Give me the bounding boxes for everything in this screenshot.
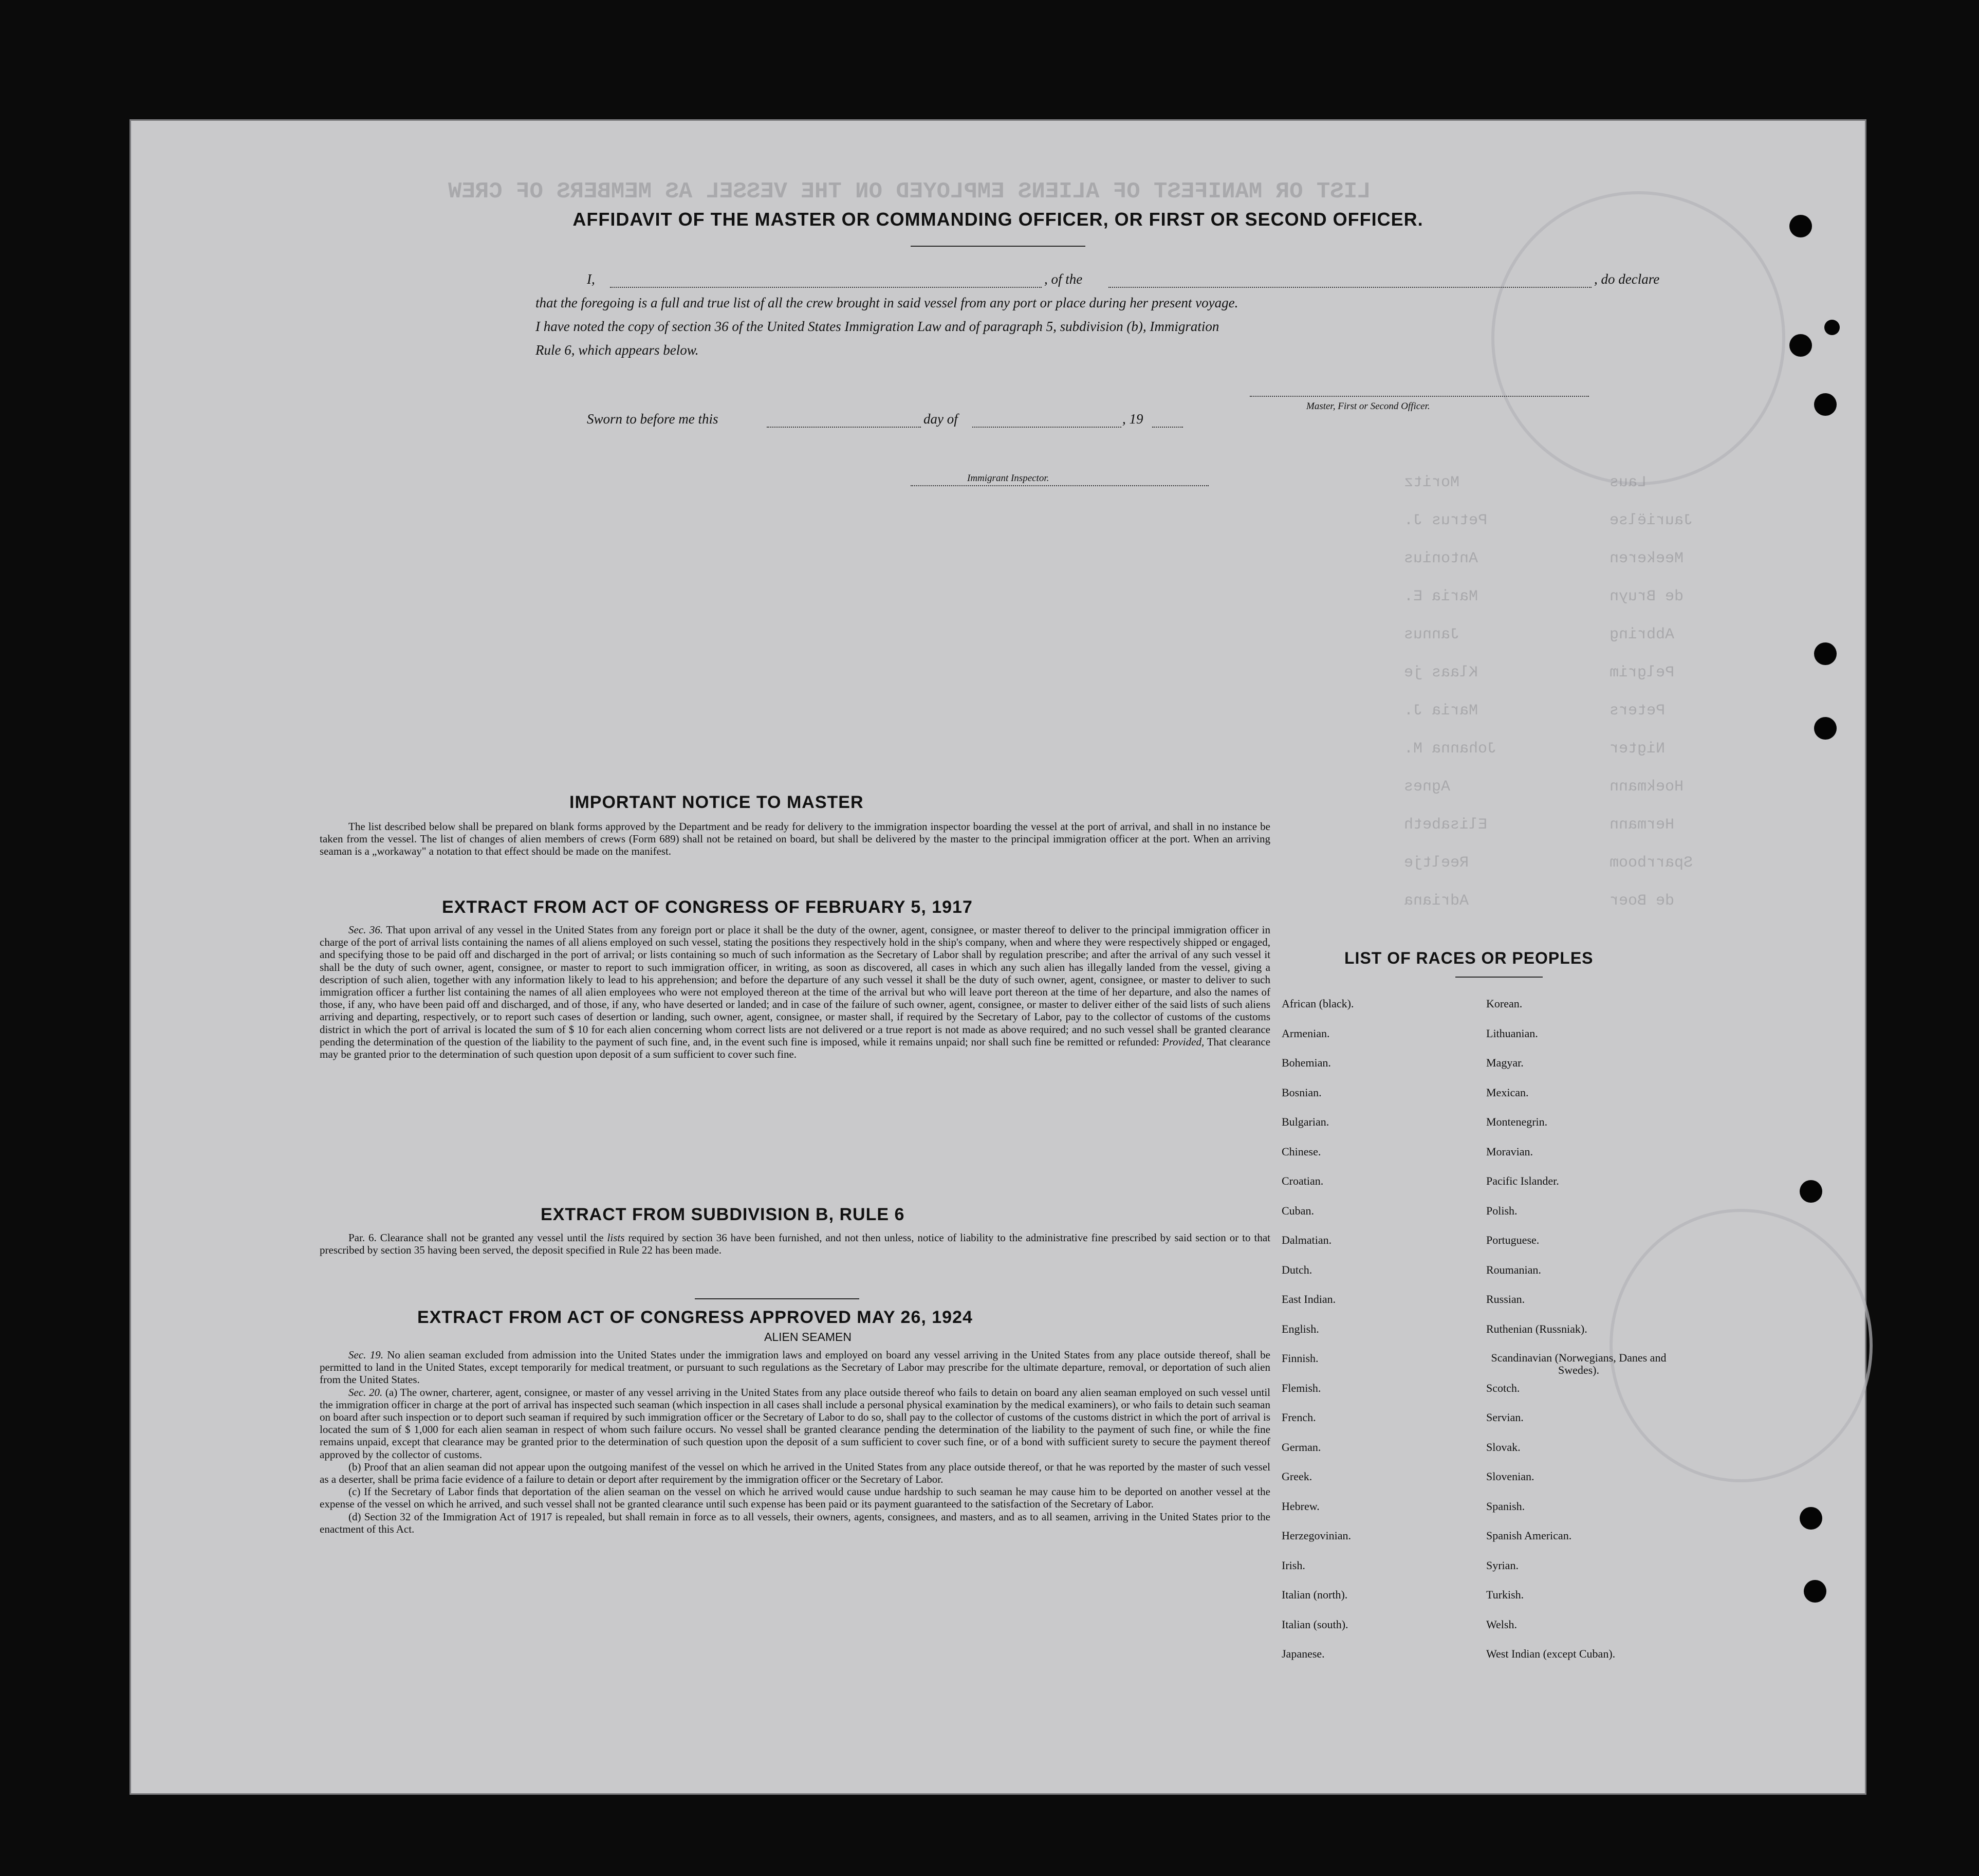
- races-title-rule: [1455, 977, 1543, 978]
- section-20a-body: (a) The owner, charterer, agent, consignee, or master of any vessel arriving in the United States from any place outside thereof who fails to detain on board any alien seaman employed on such vessel until the immigration officer in charge at the port of arrival has inspected such seaman (which inspection in all cases shall include a personal physical examination by the medical examiners), or who fails to detain such seaman on board after such inspection or to deport such seaman if required by such immigration officer or the Secretary of Labor to do so, shall pay to the collector of customs of the customs district in which the port of arrival is located the sum of $ 1,000 for each alien seaman in respect of whom such failure occurs. No vessel shall be granted clearance pending the determination of the liability to the payment of such fine, or while the fine remains unpaid, except that clearance may be granted prior to the determination of such question upon the deposit of a sum sufficient to cover such fine, or of a bond with sufficient surety to secure the payment thereof approved by the collector of customs.: [320, 1386, 1270, 1461]
- show-through-name: Adriana: [1404, 892, 1469, 910]
- race-item: Syrian.: [1486, 1558, 1519, 1572]
- race-item: East Indian.: [1282, 1293, 1336, 1305]
- sworn-label: Sworn to before me this: [587, 411, 718, 427]
- show-through-name: Petrus J.: [1404, 512, 1488, 529]
- day-of-label: day of: [923, 411, 958, 427]
- provided-label: Provided,: [1162, 1035, 1205, 1048]
- affidavit-line-3: I have noted the copy of section 36 of the United States Immigration Law and of paragraph 5, subdivision (b), Immigration: [535, 319, 1219, 334]
- rule6-text: [320, 1231, 1270, 1256]
- rule6-text-b: required by section 36 have been furnished, and not then unless, notice of liability to the administrative fine prescribed by said section or to that prescribed by section 35 having been served, the deposit specified in Rule 22 has been made.: [320, 1231, 1271, 1257]
- show-through-name: Reeltje: [1404, 854, 1469, 872]
- affidavit-i: I,: [587, 271, 595, 287]
- binder-hole: [1804, 1580, 1826, 1603]
- show-through-name: Elisabeth: [1404, 816, 1488, 834]
- show-through-surname: Jauriëlse: [1610, 512, 1693, 529]
- race-item: Slovak.: [1486, 1440, 1521, 1454]
- rule6-text-a: Par. 6. Clearance shall not be granted any vessel until the: [348, 1231, 604, 1244]
- race-item: Greek.: [1282, 1470, 1312, 1483]
- affidavit-title-rule: [911, 246, 1085, 247]
- race-item: Servian.: [1486, 1411, 1524, 1424]
- master-caption: Master, First or Second Officer.: [1306, 401, 1430, 412]
- race-item: Irish.: [1282, 1558, 1305, 1572]
- race-item: Armenian.: [1282, 1026, 1330, 1040]
- race-item: Korean.: [1486, 997, 1523, 1010]
- binder-hole: [1814, 393, 1837, 416]
- race-item: Welsh.: [1486, 1617, 1517, 1631]
- act-1924-section-20c: (c) If the Secretary of Labor finds that deportation of the alien seaman on the vessel on which he arrived would cause undue hardship to such seaman he may cause him to be deported on another vessel at the expense of the vessel on which he arrived, and such vessel shall not be granted clearance until such expense has been paid or its payment guaranteed to the satisfaction of the Secretary of Labor.: [320, 1485, 1270, 1511]
- race-item: Moravian.: [1486, 1145, 1533, 1158]
- rule6-divider: [695, 1298, 859, 1299]
- race-item: Polish.: [1486, 1204, 1518, 1217]
- affidavit-title: AFFIDAVIT OF THE MASTER OR COMMANDING OFFICER, OR FIRST OR SECOND OFFICER.: [572, 209, 1423, 230]
- show-through-surname: Abbring: [1610, 626, 1675, 643]
- show-through-name: Maria J.: [1404, 702, 1478, 720]
- race-item: Slovenian.: [1486, 1470, 1534, 1483]
- race-item: Italian (north).: [1282, 1588, 1348, 1601]
- race-item: Cuban.: [1282, 1204, 1314, 1217]
- show-through-surname: de Boer: [1610, 892, 1675, 910]
- show-through-name: Antonius: [1404, 550, 1478, 567]
- race-item: Dutch.: [1282, 1263, 1312, 1276]
- race-item: Finnish.: [1282, 1352, 1319, 1365]
- affidavit-do-declare: , do declare: [1594, 271, 1660, 287]
- rule6-lists-word: lists: [607, 1231, 625, 1244]
- master-signature-field[interactable]: [1250, 396, 1589, 397]
- race-item: West Indian (except Cuban).: [1486, 1647, 1616, 1660]
- race-item: Roumanian.: [1486, 1263, 1541, 1276]
- notice-text: [320, 820, 1270, 858]
- race-item: French.: [1282, 1411, 1316, 1424]
- act-1924-section-20a: [320, 1386, 1270, 1461]
- show-through-surname: Pelgrim: [1610, 664, 1675, 682]
- section-36-label: Sec. 36.: [348, 924, 383, 936]
- show-through-name: Klaas je: [1404, 664, 1478, 682]
- race-item: Scotch.: [1486, 1381, 1520, 1394]
- race-item: African (black).: [1282, 997, 1354, 1010]
- vessel-name-field[interactable]: [1108, 287, 1592, 288]
- sworn-year-field[interactable]: [1152, 427, 1183, 428]
- binder-hole: [1814, 717, 1837, 740]
- race-item: Ruthenian (Russniak).: [1486, 1322, 1587, 1335]
- show-through-name: Maria E.: [1404, 588, 1478, 605]
- races-title: LIST OF RACES OR PEOPLES: [1344, 949, 1594, 967]
- race-item: Montenegrin.: [1486, 1115, 1548, 1128]
- race-item: Pacific Islander.: [1486, 1174, 1559, 1187]
- race-item: English.: [1282, 1322, 1319, 1335]
- show-through-name: Moritz: [1404, 474, 1460, 491]
- show-through-surname: Hoekmann: [1610, 778, 1684, 796]
- act-1924-section-19: [320, 1349, 1270, 1386]
- inspector-caption: Immigrant Inspector.: [967, 473, 1049, 484]
- show-through-surname: Hermann: [1610, 816, 1675, 834]
- race-item: Italian (south).: [1282, 1617, 1348, 1631]
- sworn-month-field[interactable]: [972, 427, 1121, 428]
- affidavit-line-4: Rule 6, which appears below.: [535, 342, 699, 358]
- binder-hole: [1824, 320, 1840, 335]
- affidavit-line-2: that the foregoing is a full and true list of all the crew brought in said vessel from any port or place during her present voyage.: [535, 295, 1238, 310]
- race-item: Magyar.: [1486, 1056, 1524, 1069]
- rule6-title: EXTRACT FROM SUBDIVISION B, RULE 6: [541, 1205, 905, 1224]
- show-through-name: Agnes: [1404, 778, 1451, 796]
- binder-hole: [1789, 334, 1812, 357]
- race-item: German.: [1282, 1440, 1321, 1454]
- inspector-signature-field[interactable]: [911, 485, 1209, 486]
- race-item: Portuguese.: [1486, 1234, 1540, 1246]
- act-1917-title: EXTRACT FROM ACT OF CONGRESS OF FEBRUARY 5, 1917: [442, 897, 973, 917]
- show-through-surname: Sparrboom: [1610, 854, 1693, 872]
- act-1917-text: [320, 924, 1270, 1060]
- show-through-surname: Peters: [1610, 702, 1666, 720]
- act-1924-section-20d: (d) Section 32 of the Immigration Act of 1917 is repealed, but shall remain in force as to all vessels, their owners, agents, consignees, and masters, and as to all seamen, arriving in the United States prior to the enactment of this Act.: [320, 1510, 1270, 1535]
- binder-hole: [1800, 1180, 1822, 1203]
- race-item: Spanish.: [1486, 1499, 1525, 1513]
- act-1924-title: EXTRACT FROM ACT OF CONGRESS APPROVED MAY 26, 1924: [417, 1308, 973, 1327]
- act-1924-text: [320, 1349, 1270, 1535]
- race-item: Spanish American.: [1486, 1529, 1572, 1542]
- show-through-surname: Laus: [1610, 474, 1647, 491]
- rule6-paragraph: [320, 1231, 1270, 1256]
- section-20-label: Sec. 20.: [348, 1386, 383, 1399]
- race-item: Scandinavian (Norwegians, Danes and Swedes).: [1491, 1351, 1667, 1376]
- section-19-body: No alien seaman excluded from admission into the United States under the immigration laws and employed on board any vessel arriving in the United States from any place outside thereof, shall be permitted to land in the United States, except temporarily for medical treatment, or pursuant to such regulations as the Secretary of Labor may prescribe for the ultimate departure, removal, or deportation of such alien from the United States.: [320, 1349, 1270, 1386]
- section-36-body: That upon arrival of any vessel in the United States from any foreign port or place it shall be the duty of the owner, agent, consignee, or master thereof to deliver to the principal immigration officer in charge of the port of arrival lists containing the names of all aliens employed on such vessel, stating the positions they respectively hold in the ship's company, when and where they were respectively shipped or engaged, and specifying those to be paid off and discharged in the port of arrival; or lists containing so much of such information as the Secretary of Labor shall by regulation prescribe; and after the arrival of any such vessel it shall be the duty of such owner, agent, consignee, or master to report to such immigration officer, in writing, as soon as discovered, all cases in which any such alien has illegally landed from the vessel, giving a description of such alien, together with any information likely to lead to his apprehension; and before the departure of any such vessel it shall be the duty of such owner, agent, consignee, or master to deliver to such immigration officer a further list containing the names of all alien employees who were not employed thereon at the time of the arrival but who will leave port thereon at the time of her departure, and also the names of those, if any, who have been paid off and discharged, and of those, if any, who have deserted or landed; and in case of the failure of such owner, agent, consignee, or master to deliver either of the said lists of such aliens arriving and departing, respectively, or to report such cases of desertion or landing, such owner, agent, consignee, or master shall, if required by the Secretary of Labor, pay to the collector of customs of the customs district in which the port of arrival is located the sum of $ 10 for each alien concerning whom correct lists are not delivered or a true report is not made as above required; and no such vessel shall be granted clearance pending the determination of the question of the liability to the payment of such fine, and, in the event such fine is imposed, while it remains unpaid; nor shall such fine be remitted or refunded:: [320, 924, 1270, 1048]
- act-1924-section-20b: (b) Proof that an alien seaman did not appear upon the outgoing manifest of the vessel on which he arrived in the United States from any place outside thereof, or that he was reported by the master of such vessel as a deserter, shall be prima facie evidence of a failure to detain or deport after requirement by the immigration officer or the Secretary of Labor.: [320, 1460, 1270, 1486]
- race-item: Dalmatian.: [1282, 1234, 1332, 1246]
- race-item: Lithuanian.: [1486, 1026, 1538, 1040]
- notice-title: IMPORTANT NOTICE TO MASTER: [569, 793, 864, 812]
- race-item: Chinese.: [1282, 1145, 1321, 1158]
- race-item: Bohemian.: [1282, 1056, 1331, 1069]
- race-item: Flemish.: [1282, 1381, 1321, 1394]
- race-item: Bulgarian.: [1282, 1115, 1329, 1128]
- notice-paragraph: The list described below shall be prepared on blank forms approved by the Department and be ready for delivery to the immigration inspector boarding the vessel at the port of arrival, and shall in no instance be taken from the vessel. The list of changes of alien members of crews (Form 689) shall not be retained on board, but shall be delivered by the master to the principal immigration officer at the port. When an arriving seaman is a „workaway" a notation to that effect should be made on the manifest.: [320, 820, 1270, 858]
- race-item: Japanese.: [1282, 1647, 1325, 1660]
- affidavit-of-the: , of the: [1044, 271, 1083, 287]
- binder-hole: [1814, 642, 1837, 665]
- race-item: Bosnian.: [1282, 1086, 1322, 1099]
- year-label: , 19: [1122, 411, 1143, 427]
- race-item: Croatian.: [1282, 1174, 1324, 1187]
- declarant-name-field[interactable]: [610, 287, 1042, 288]
- show-through-surname: Nigter: [1610, 740, 1666, 758]
- proviso-body: That clearance may be granted prior to the determination of such question upon deposit of a sum sufficient to cover such fine.: [320, 1035, 1271, 1061]
- race-item: Turkish.: [1486, 1588, 1524, 1601]
- show-through-name: Jannus: [1404, 626, 1460, 643]
- race-item: Herzegovinian.: [1282, 1529, 1351, 1542]
- race-item: Hebrew.: [1282, 1499, 1320, 1513]
- section-19-label: Sec. 19.: [348, 1349, 383, 1361]
- race-item: Mexican.: [1486, 1086, 1529, 1099]
- document-page: [130, 119, 1866, 1795]
- binder-hole: [1800, 1507, 1822, 1530]
- show-through-stamp-bottom: [1610, 1209, 1873, 1482]
- show-through-header: LIST OR MANIFEST OF ALIENS EMPLOYED ON THE VESSEL AS MEMBERS OF CREW: [448, 179, 1371, 205]
- binder-hole: [1789, 215, 1812, 237]
- sworn-day-field[interactable]: [767, 427, 921, 428]
- show-through-name: Johanna M.: [1404, 740, 1497, 758]
- act-1917-section-36: [320, 924, 1270, 1060]
- show-through-surname: de Bruyn: [1610, 588, 1684, 605]
- show-through-stamp-top: [1491, 191, 1785, 485]
- act-1924-subtitle: ALIEN SEAMEN: [764, 1330, 852, 1344]
- show-through-surname: Meekeren: [1610, 550, 1684, 567]
- race-item: Russian.: [1486, 1293, 1525, 1305]
